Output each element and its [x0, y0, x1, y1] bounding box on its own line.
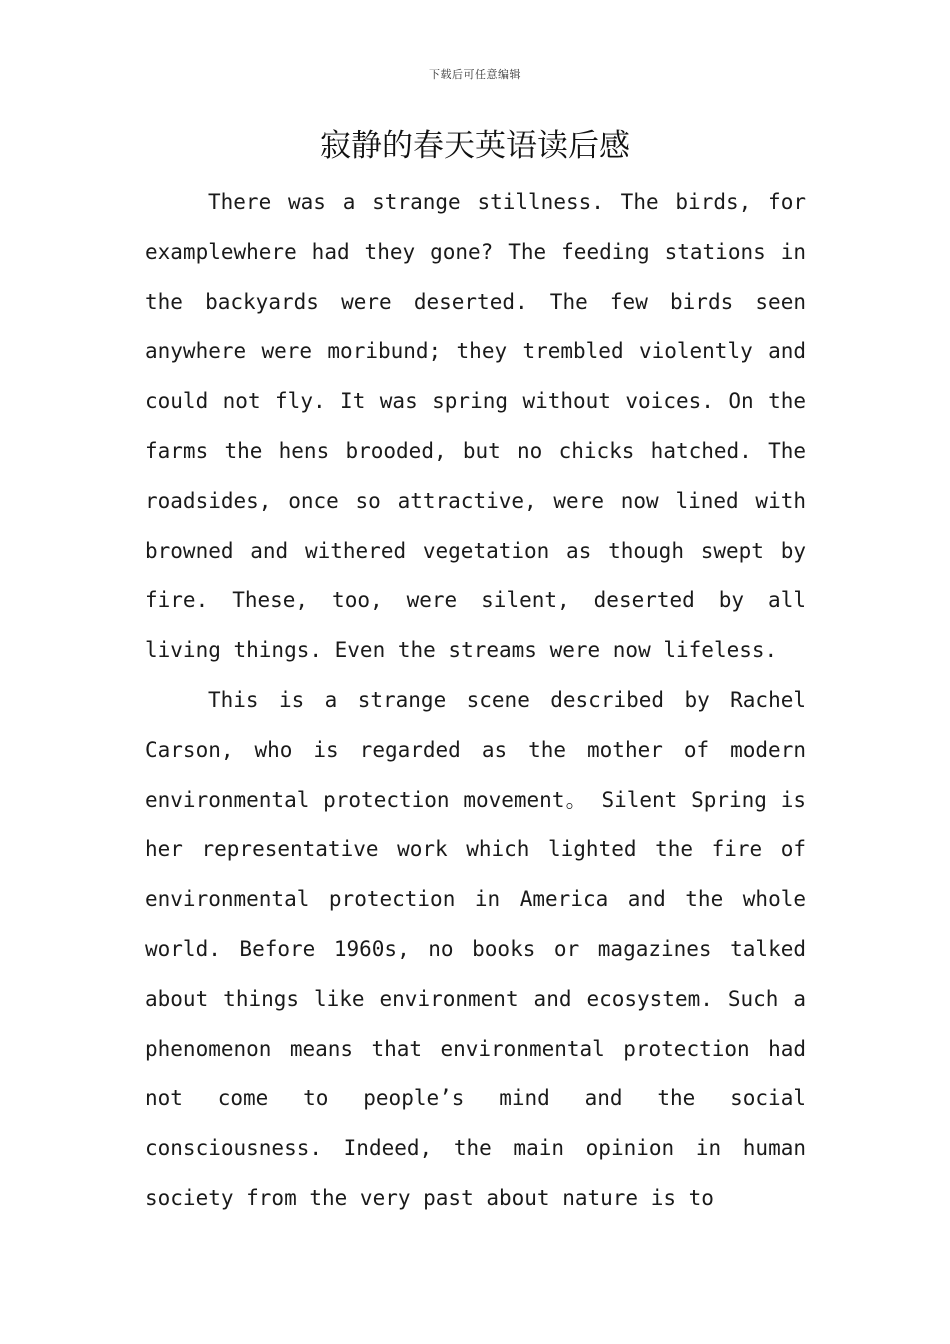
document-body — [145, 178, 806, 1224]
paragraph-1: There was a strange stillness. The birds, for examplewhere had they gone? The feeding stations in the backyards were deserted. The few birds seen anywhere were moribund; they trembled violently and could not fly. It was spring without voices. On the farms the hens brooded, but no chicks hatched. The roadsides, once so attractive, were now lined with browned and withered vegetation as though swept by fire. These, too, were silent, deserted by all living things. Even the streams were now lifeless. — [145, 190, 806, 663]
paragraph-2: This is a strange scene described by Rachel Carson, who is regarded as the mother of modern environmental protection movement。 Silent Spring is her representative work which lighted the fire of environmental protection in America and the whole world. Before 1960s, no books or magazines talked about things like environment and ecosystem. Such a phenomenon means that environmental protection had not come to people’s mind and the social consciousness. Indeed, the main opinion in human society from the very past about nature is to — [145, 687, 806, 1210]
header-note: 下载后可任意编辑 — [429, 68, 521, 81]
page-title: 寂静的春天英语读后感 — [320, 128, 630, 164]
